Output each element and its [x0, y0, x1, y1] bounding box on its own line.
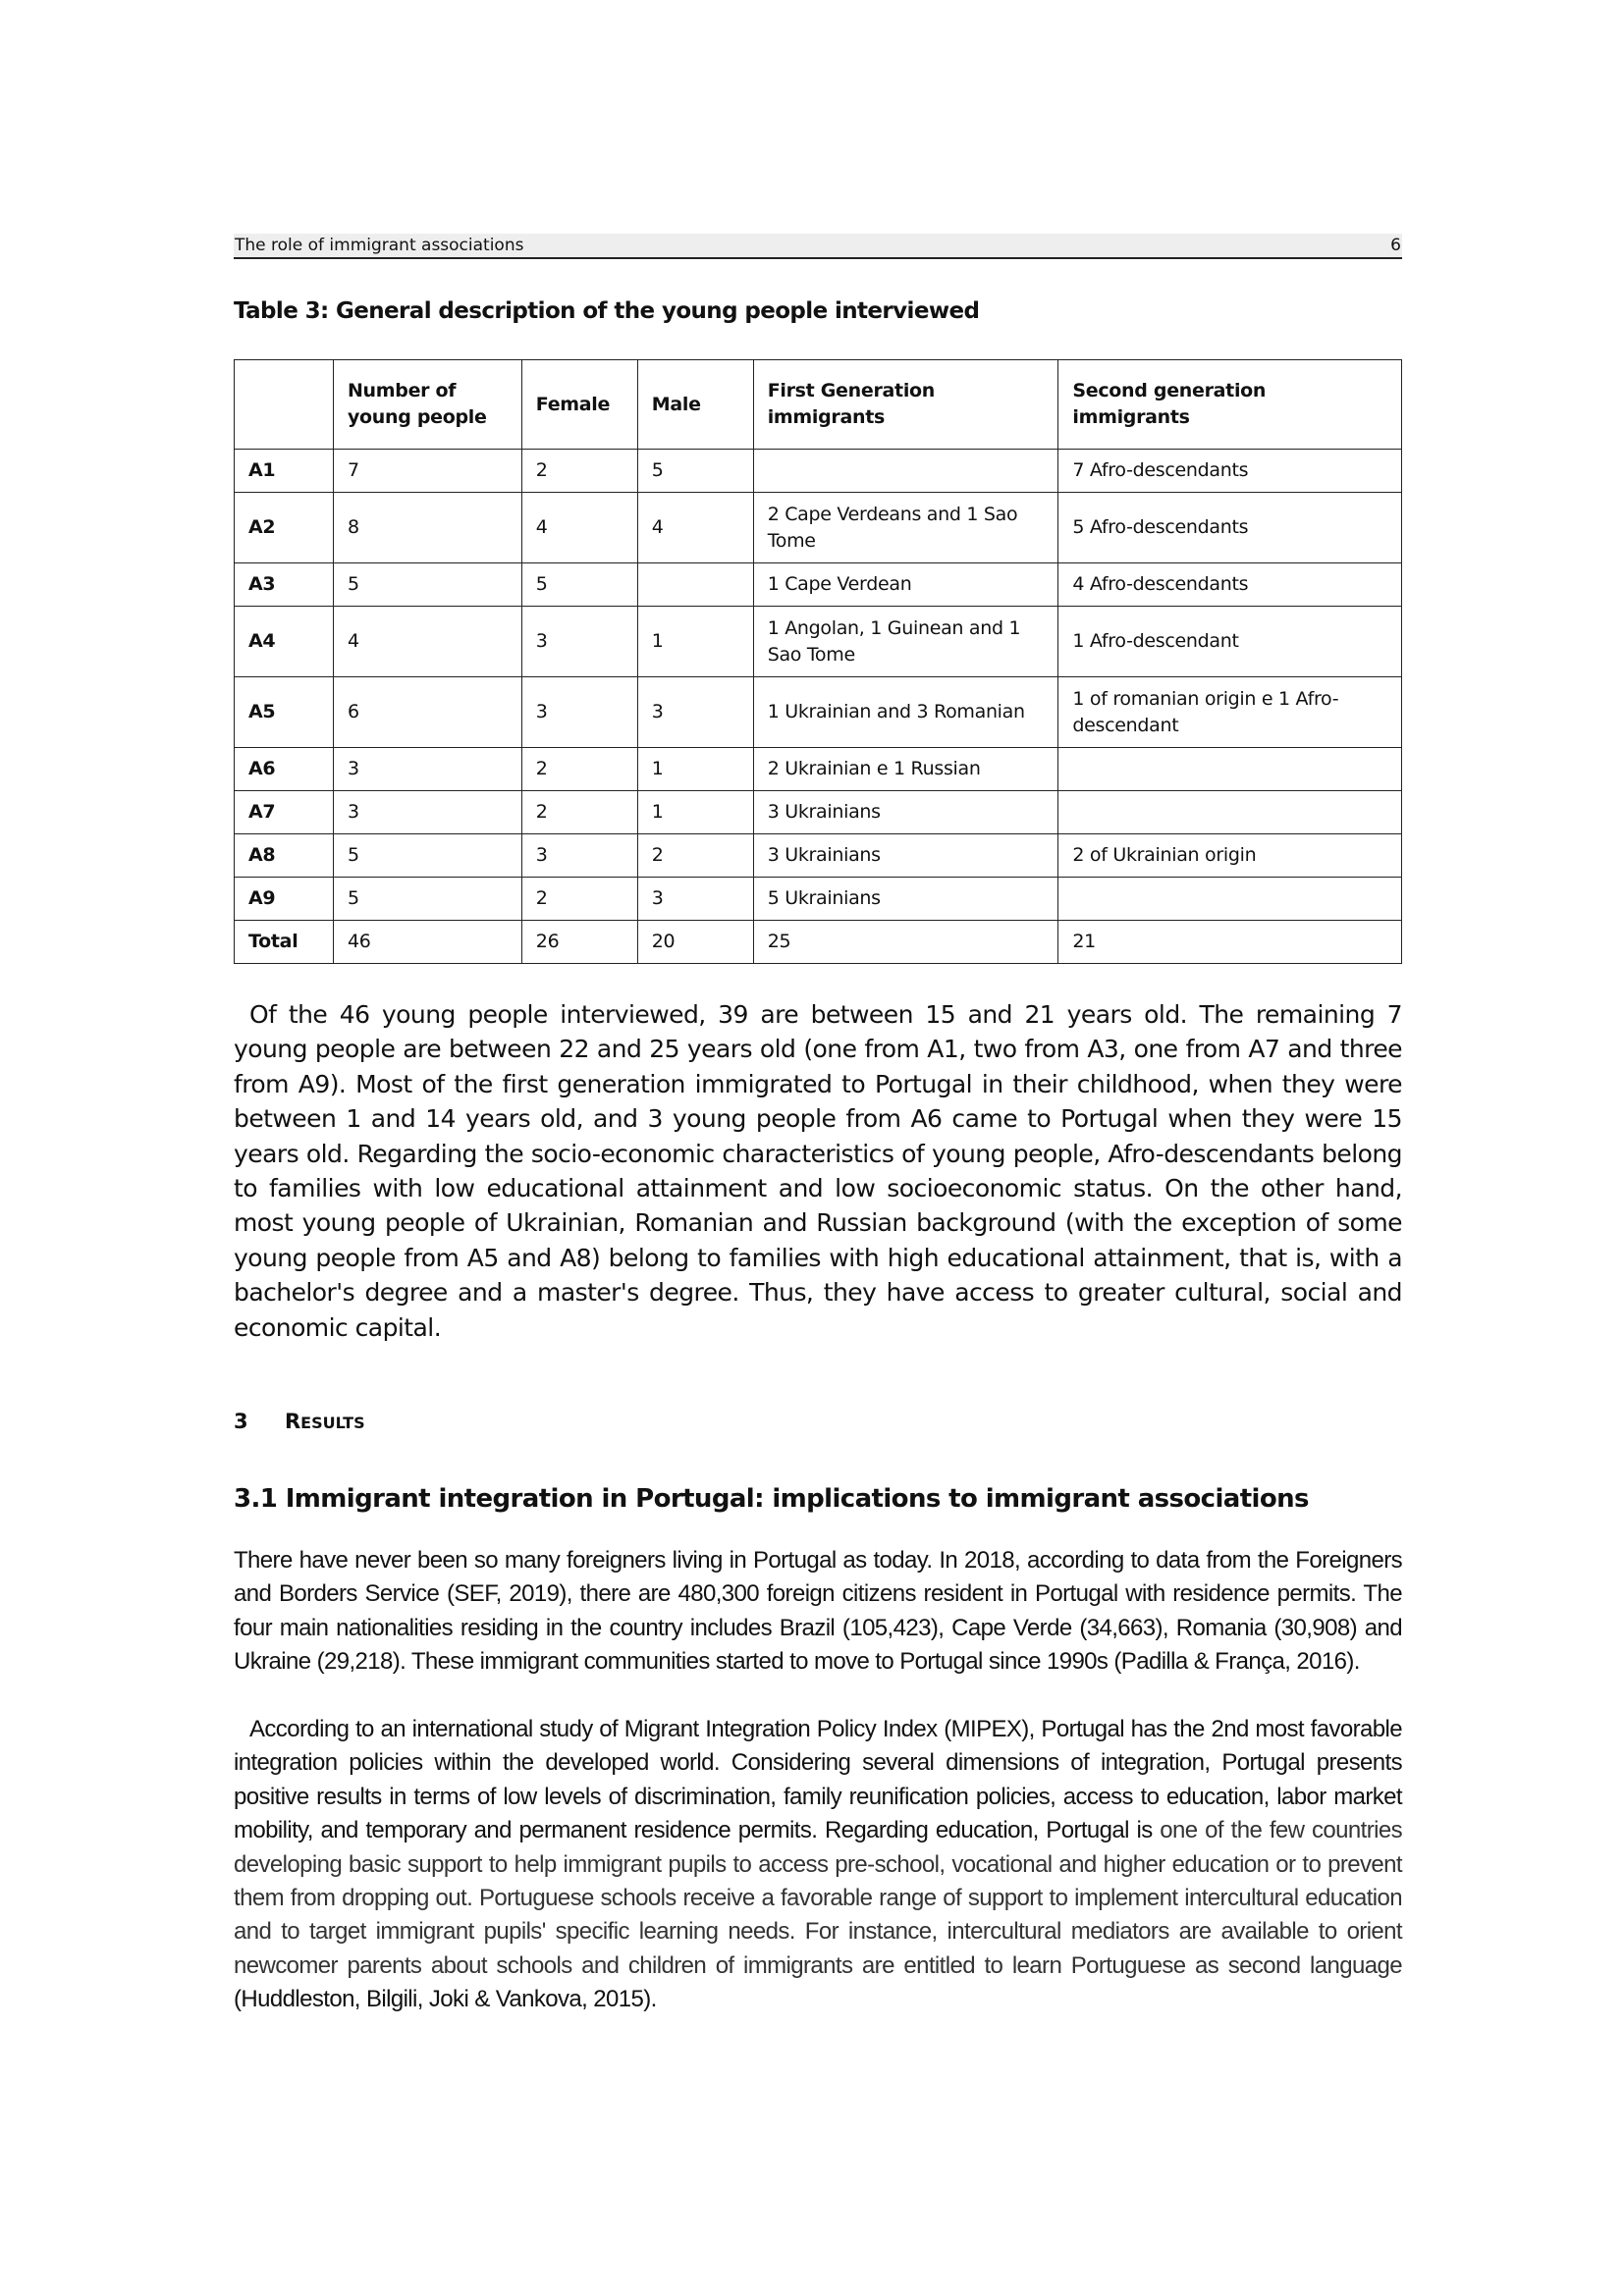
paragraph-foreigners: There have never been so many foreigners living in Portugal as today. In 2018, according to data from the Foreigners and Borders Service (SEF, 2019), there are 480,300 foreign citizens resident in Portugal with residence permits. The four main nationalities residing in the country includes Brazil (105,423), Cape Verde (34,663), Romania (30,908) and Ukraine (29,218). These immigrant communities started to move to Portugal since 1990s (Padilla & França, 2016). — [234, 1547, 1402, 1676]
table-row — [235, 791, 1402, 834]
cell-second-gen — [1058, 791, 1402, 834]
cell-first-gen — [753, 450, 1058, 493]
row-id: A7 — [235, 791, 334, 834]
cell-male — [637, 563, 753, 607]
column-header-number: Number of young people — [333, 360, 521, 450]
cell-female: 5 — [521, 563, 637, 607]
cell-second-gen: 2 of Ukrainian origin — [1058, 834, 1402, 878]
section-title-initial: R — [285, 1410, 301, 1433]
cell-first-gen: 1 Ukrainian and 3 Romanian — [753, 677, 1058, 748]
row-id: A9 — [235, 878, 334, 921]
cell-female: 2 — [521, 791, 637, 834]
section-heading-results — [234, 1410, 365, 1433]
row-id: A2 — [235, 493, 334, 563]
table-row — [235, 677, 1402, 748]
cell-male: 1 — [637, 748, 753, 791]
cell-number: 3 — [333, 791, 521, 834]
section-number: 3 — [234, 1410, 248, 1433]
cell-number: 8 — [333, 493, 521, 563]
subsection-heading: 3.1 Immigrant integration in Portugal: implications to immigrant associations — [234, 1484, 1309, 1514]
paragraph-demographics: Of the 46 young people interviewed, 39 are between 15 and 21 years old. The remaining 7 young people are between 22 and 25 years old (one from A1, two from A3, one from A7 and three from A9). Most of the first generation immigrated to Portugal in their childhood, when they were between 1 and 14 years old, and 3 young people from A6 came to Portugal when they were 15 years old. Regarding the socio-economic characteristics of young people, Afro-descendants belong to families with low educational attainment and low socioeconomic status. On the other hand, most young people of Ukrainian, Romanian and Russian background (with the exception of some young people from A5 and A8) belong to families with high educational attainment, that is, with a bachelor's degree and a master's degree. Thus, they have access to greater cultural, social and economic capital. — [234, 1000, 1402, 1342]
cell-female: 2 — [521, 748, 637, 791]
paragraph-mipex-part1: According to an international study of Migrant Integration Policy Index (MIPEX), Portugal has the 2nd most favorable integration policies within the developed world. Considering several dimensions of integration, Portugal presents positive results in terms of low levels of discrimination, family reunification policies, access to education, labor market mobility, and temporary and permanent residence permits. Regarding education, Portugal is — [234, 1716, 1402, 1844]
cell-male: 20 — [637, 921, 753, 964]
cell-male: 4 — [637, 493, 753, 563]
young-people-table — [234, 359, 1402, 964]
cell-female: 2 — [521, 450, 637, 493]
table-row — [235, 493, 1402, 563]
column-header-female: Female — [521, 360, 637, 450]
row-id: A6 — [235, 748, 334, 791]
cell-first-gen: 25 — [753, 921, 1058, 964]
table-row — [235, 878, 1402, 921]
running-title: The role of immigrant associations — [235, 236, 524, 255]
cell-number: 7 — [333, 450, 521, 493]
cell-female: 2 — [521, 878, 637, 921]
cell-number: 46 — [333, 921, 521, 964]
column-header-second-gen: Second generation immigrants — [1058, 360, 1402, 450]
cell-second-gen: 21 — [1058, 921, 1402, 964]
row-id: A5 — [235, 677, 334, 748]
table-row — [235, 748, 1402, 791]
row-id: Total — [235, 921, 334, 964]
section-title-rest: ESULTS — [300, 1414, 365, 1432]
cell-female: 3 — [521, 834, 637, 878]
cell-second-gen — [1058, 878, 1402, 921]
paragraph-mipex — [234, 1713, 1402, 2017]
table-header-row — [235, 360, 1402, 450]
row-id: A8 — [235, 834, 334, 878]
cell-first-gen: 2 Ukrainian e 1 Russian — [753, 748, 1058, 791]
cell-first-gen: 1 Cape Verdean — [753, 563, 1058, 607]
cell-number: 4 — [333, 607, 521, 677]
cell-first-gen: 2 Cape Verdeans and 1 Sao Tome — [753, 493, 1058, 563]
cell-first-gen: 5 Ukrainians — [753, 878, 1058, 921]
column-header-male: Male — [637, 360, 753, 450]
column-header — [235, 360, 334, 450]
table-total-row — [235, 921, 1402, 964]
cell-number: 5 — [333, 563, 521, 607]
cell-number: 6 — [333, 677, 521, 748]
cell-first-gen: 3 Ukrainians — [753, 834, 1058, 878]
column-header-first-gen: First Generation immigrants — [753, 360, 1058, 450]
cell-first-gen: 1 Angolan, 1 Guinean and 1 Sao Tome — [753, 607, 1058, 677]
row-id: A4 — [235, 607, 334, 677]
running-header — [234, 234, 1402, 259]
table-caption: Table 3: General description of the young people interviewed — [234, 298, 980, 324]
cell-male: 3 — [637, 677, 753, 748]
cell-second-gen — [1058, 748, 1402, 791]
paragraph-mipex-part2: one of the few countries developing basic support to help immigrant pupils to access pre-school, vocational and higher education or to prevent them from dropping out. Portuguese schools receive a favorable range of support to implement intercultural education and to target immigrant pupils' specific learning needs. For instance, intercultural mediators are available to orient newcomer parents about schools and children of immigrants are entitled to learn Portuguese as second language — [234, 1817, 1402, 1979]
cell-first-gen: 3 Ukrainians — [753, 791, 1058, 834]
cell-number: 5 — [333, 834, 521, 878]
cell-number: 5 — [333, 878, 521, 921]
cell-number: 3 — [333, 748, 521, 791]
table-row — [235, 834, 1402, 878]
cell-second-gen: 1 Afro-descendant — [1058, 607, 1402, 677]
row-id: A1 — [235, 450, 334, 493]
cell-male: 2 — [637, 834, 753, 878]
cell-second-gen: 5 Afro-descendants — [1058, 493, 1402, 563]
cell-second-gen: 4 Afro-descendants — [1058, 563, 1402, 607]
table-row — [235, 450, 1402, 493]
table-row — [235, 607, 1402, 677]
cell-female: 26 — [521, 921, 637, 964]
cell-male: 5 — [637, 450, 753, 493]
cell-second-gen: 1 of romanian origin e 1 Afro-descendant — [1058, 677, 1402, 748]
cell-female: 3 — [521, 607, 637, 677]
cell-male: 1 — [637, 607, 753, 677]
cell-male: 3 — [637, 878, 753, 921]
cell-male: 1 — [637, 791, 753, 834]
cell-female: 4 — [521, 493, 637, 563]
page-number: 6 — [1390, 236, 1401, 255]
table-row — [235, 563, 1402, 607]
row-id: A3 — [235, 563, 334, 607]
cell-second-gen: 7 Afro-descendants — [1058, 450, 1402, 493]
cell-female: 3 — [521, 677, 637, 748]
citation: (Huddleston, Bilgili, Joki & Vankova, 2015). — [234, 1986, 657, 2013]
